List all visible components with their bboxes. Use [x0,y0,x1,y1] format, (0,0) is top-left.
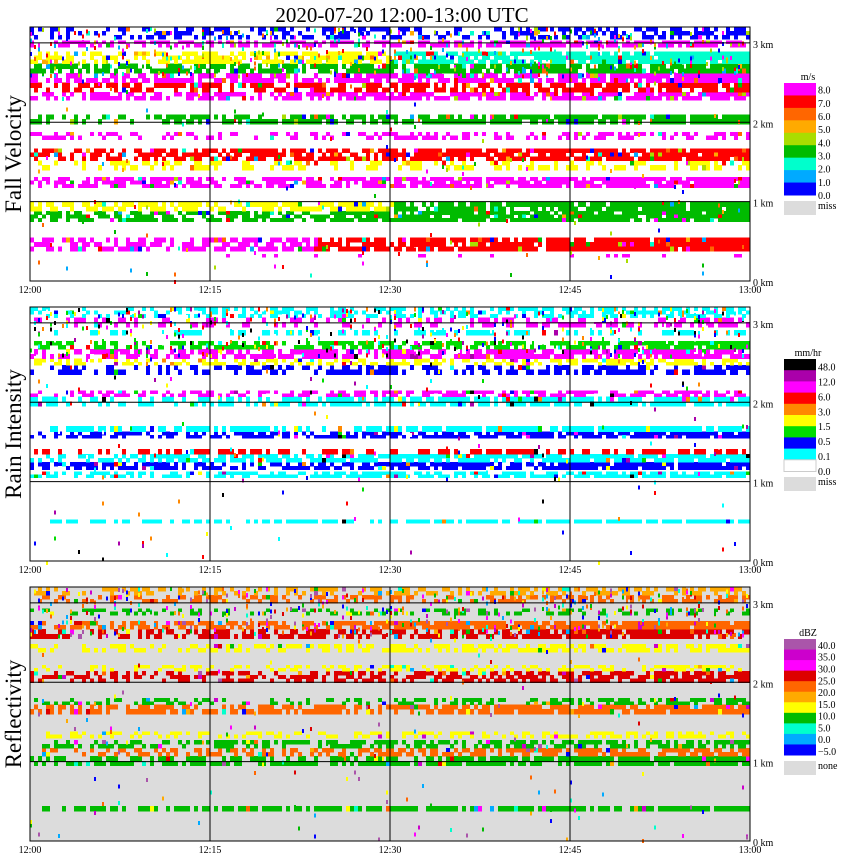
height-tick-label: 0 km [753,838,774,849]
colorbar-missing-swatch [784,761,816,775]
colorbar-label: 7.0 [818,98,831,110]
height-tick-label: 2 km [753,399,774,411]
height-tick-label: 1 km [753,198,774,210]
colorbar-label: 5.0 [818,723,831,735]
time-tick-label: 13:00 [738,845,762,856]
panel-reflectivity [1,587,838,856]
colorbar-missing-swatch [784,477,816,491]
colorbar-missing-label: miss [818,201,837,212]
colorbar-swatch [784,437,816,449]
colorbar-label: 6.0 [818,392,831,404]
colorbar-label: 0.5 [818,437,831,449]
colorbar-label: 12.0 [818,377,836,389]
colorbar-label: 30.0 [818,664,836,676]
colorbar-label: 5.0 [818,125,831,137]
colorbar-swatch [784,170,816,183]
colorbar-label: 0.0 [818,735,831,747]
colorbar-label: 35.0 [818,652,836,664]
colorbar-swatch [784,671,816,682]
panel-fall-velocity [1,27,836,296]
colorbar-label: −5.0 [818,747,837,758]
colorbar-swatch [784,426,816,438]
colorbar-swatch [784,120,816,133]
colorbar-swatch [784,83,816,96]
colorbar-label: 3.0 [818,151,831,163]
colorbar-label: 40.0 [818,640,836,652]
colorbar-swatch [784,415,816,427]
colorbar-label: 1.5 [818,422,831,434]
colorbar-swatch [784,692,816,703]
panels [1,27,838,856]
colorbar-swatch [784,381,816,393]
colorbar-swatch [784,681,816,692]
colorbar-label: 15.0 [818,699,836,711]
colorbar-swatch [784,404,816,416]
time-tick-label: 12:00 [18,285,42,296]
colorbar-missing-label: none [818,761,838,772]
colorbar-label: 0.1 [818,452,831,464]
panel-rain-intensity [1,307,836,576]
colorbar-missing-label: miss [818,477,837,488]
colorbar [784,72,836,215]
colorbar-label: 10.0 [818,711,836,723]
colorbar-swatch [784,449,816,461]
colorbar-label: 8.0 [818,85,831,97]
time-tick-label: 12:30 [378,285,402,296]
time-tick-label: 12:45 [558,565,582,576]
height-tick-label: 3 km [753,599,774,611]
height-tick-label: 1 km [753,758,774,770]
colorbar-swatch [784,639,816,650]
colorbar-label: 20.0 [818,688,836,700]
time-tick-label: 12:15 [198,845,222,856]
colorbar-swatch [784,734,816,745]
colorbar-swatch [784,723,816,734]
height-tick-label: 0 km [753,558,774,569]
colorbar-swatch [784,370,816,382]
colorbar-missing-swatch [784,201,816,215]
colorbar-swatch [784,158,816,171]
time-tick-label: 12:45 [558,845,582,856]
colorbar-swatch [784,133,816,146]
time-tick-label: 12:30 [378,565,402,576]
colorbar-swatch [784,95,816,108]
y-axis-label: Fall Velocity [1,95,26,213]
height-tick-label: 1 km [753,478,774,490]
y-axis-label: Reflectivity [1,659,26,769]
height-tick-label: 0 km [753,278,774,289]
colorbar-unit: mm/hr [794,348,822,359]
time-tick-label: 12:15 [198,565,222,576]
colorbar-swatch [784,460,816,472]
colorbar-unit: m/s [800,72,816,83]
colorbar [784,628,838,775]
colorbar-swatch [784,359,816,371]
time-tick-label: 12:30 [378,845,402,856]
colorbar-label: 6.0 [818,111,831,123]
time-tick-label: 12:00 [18,565,42,576]
colorbar-swatch [784,713,816,724]
colorbar-label: 3.0 [818,407,831,419]
figure-title: 2020-07-20 12:00-13:00 UTC [275,3,529,27]
colorbar-swatch [784,108,816,121]
colorbar-label: 48.0 [818,362,836,374]
height-tick-label: 3 km [753,39,774,51]
colorbar [784,348,836,491]
colorbar-label: 2.0 [818,164,831,176]
y-axis-label: Rain Intensity [1,369,26,499]
time-tick-label: 13:00 [738,565,762,576]
colorbar-swatch [784,145,816,158]
height-tick-label: 3 km [753,319,774,331]
colorbar-swatch [784,744,816,755]
time-tick-label: 12:00 [18,845,42,856]
colorbar-label: 4.0 [818,138,831,150]
colorbar-swatch [784,702,816,713]
colorbar-swatch [784,183,816,196]
time-tick-label: 12:15 [198,285,222,296]
height-tick-label: 2 km [753,679,774,691]
colorbar-swatch [784,393,816,405]
colorbar-label: 25.0 [818,676,836,688]
colorbar-unit: dBZ [799,628,817,639]
colorbar-label: 0.0 [818,191,831,202]
colorbar-label: 1.0 [818,177,831,189]
colorbar-swatch [784,650,816,661]
time-tick-label: 13:00 [738,285,762,296]
height-tick-label: 2 km [753,119,774,131]
colorbar-label: 0.0 [818,467,831,478]
colorbar-swatch [784,660,816,671]
time-tick-label: 12:45 [558,285,582,296]
